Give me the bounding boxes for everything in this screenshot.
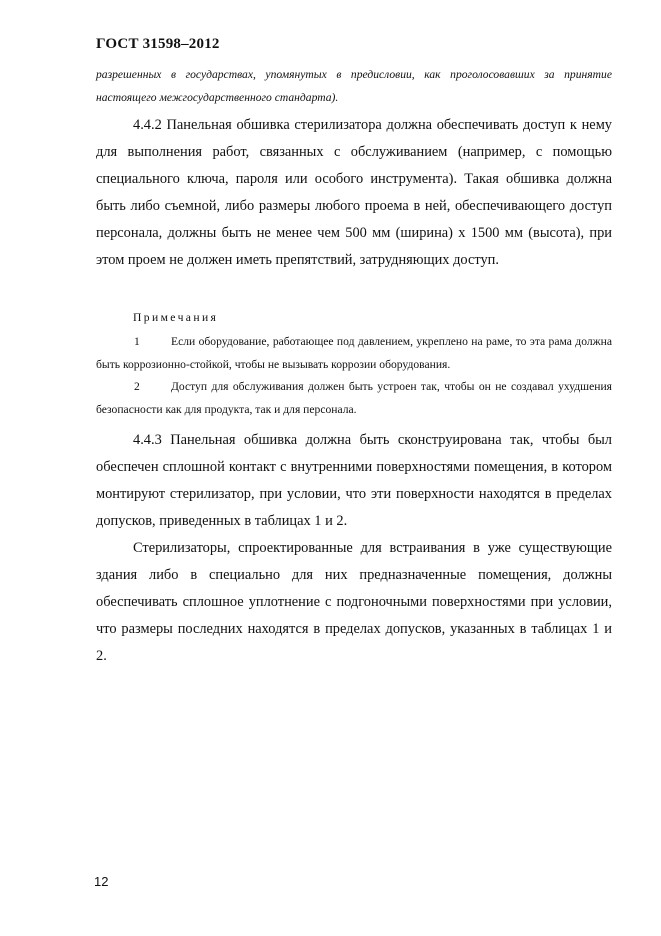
note-text: Доступ для обслуживания должен быть устроен так, чтобы он не создавал ухудшения безопасности как для продукта, так и для персонала. [96, 380, 612, 416]
paragraph-4-4-3: 4.4.3 Панельная обшивка должна быть сконструирована так, чтобы был обеспечен сплошной контакт с внутренними поверхностями помещения, в котором монтируют стерилизатор, при условии, что эти поверхности находятся в пределах допусков, приведенных в таблицах 1 и 2. [96, 432, 612, 529]
page-number: 12 [94, 874, 109, 889]
paragraph-4-4-2: 4.4.2 Панельная обшивка стерилизатора должна обеспечивать доступ к нему для выполнения работ, связанных с обслуживанием (например, с помощью специального ключа, пароля или особого инструмента). Такая обшивка должна быть либо съемной, либо размеры любого проема в ней, обеспечивающего доступ персонала, должны быть не менее чем 500 мм (ширина) х 1500 мм (высота), при этом проем не должен иметь препятствий, затрудняющих доступ. [96, 117, 612, 268]
note-number: 2 [134, 380, 140, 393]
note-item [96, 330, 612, 376]
intro-note: разрешенных в государствах, упомянутых в предисловии, как проголосовавших за принятие настоящего межгосударственного стандарта). [96, 68, 612, 104]
notes-title: Примечания [133, 311, 219, 324]
note-text: Если оборудование, работающее под давлением, укреплено на раме, то эта рама должна быть коррозионно-стойкой, чтобы не вызывать коррозии оборудования. [96, 335, 612, 371]
note-item [96, 375, 612, 421]
standard-header: ГОСТ 31598–2012 [96, 36, 220, 52]
note-number: 1 [134, 335, 140, 348]
paragraph-sterilizers: Стерилизаторы, спроектированные для встраивания в уже существующие здания либо в специально для них предназначенные помещения, должны обеспечивать сплошное уплотнение с подгоночными поверхностями при условии, что размеры последних находятся в пределах допусков, указанных в таблицах 1 и 2. [96, 540, 612, 664]
